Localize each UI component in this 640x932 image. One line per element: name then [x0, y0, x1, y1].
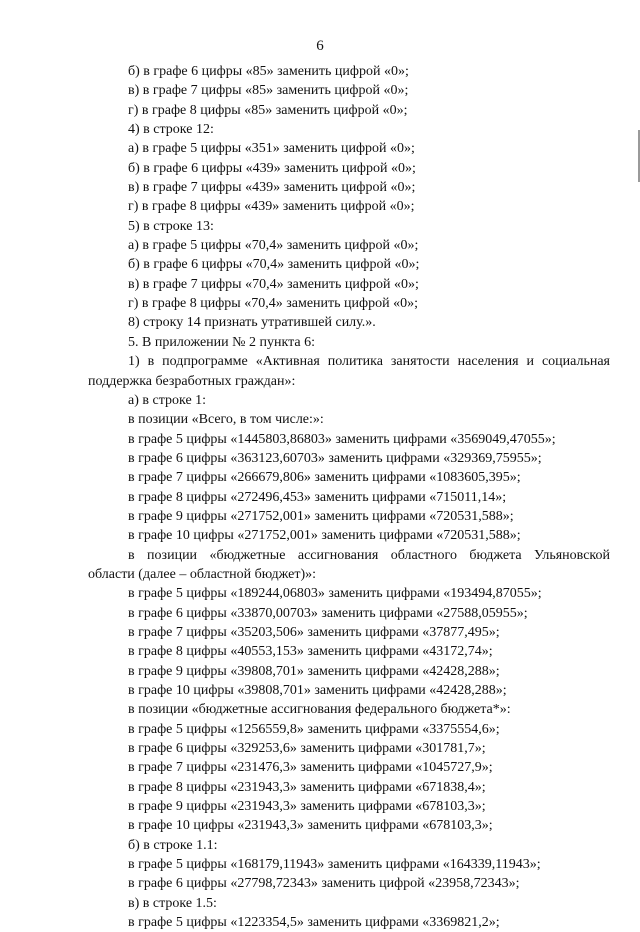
text-line: в графе 5 цифры «1223354,5» заменить цифрами «3369821,2»;	[128, 915, 500, 931]
text-line: б) в графе 6 цифры «439» заменить цифрой «0»;	[128, 160, 416, 176]
text-line: г) в графе 8 цифры «439» заменить цифрой «0»;	[128, 199, 415, 215]
text-line: в графе 10 цифры «271752,001» заменить цифрами «720531,588»;	[128, 528, 521, 544]
text-line: в графе 8 цифры «40553,153» заменить цифрами «43172,74»;	[128, 644, 493, 660]
text-line: в графе 7 цифры «231476,3» заменить цифрами «1045727,9»;	[128, 760, 493, 776]
text-line: в графе 5 цифры «168179,11943» заменить цифрами «164339,11943»;	[128, 857, 541, 873]
text-line: в графе 10 цифры «39808,701» заменить цифрами «42428,288»;	[128, 683, 507, 698]
text-line: в графе 9 цифры «39808,701» заменить цифрами «42428,288»;	[128, 663, 500, 679]
text-line: 5) в строке 13:	[128, 218, 214, 234]
text-line: в графе 6 цифры «33870,00703» заменить цифрами «27588,05955»;	[128, 605, 528, 621]
text-line: в) в графе 7 цифры «439» заменить цифрой «0»;	[128, 180, 416, 196]
text-line: в графе 8 цифры «272496,453» заменить цифрами «715011,14»;	[128, 489, 507, 505]
text-line: 4) в строке 12:	[128, 122, 214, 138]
text-line: а) в строке 1:	[128, 392, 207, 408]
text-line: в графе 6 цифры «27798,72343» заменить цифрой «23958,72343»;	[128, 876, 520, 892]
text-line: б) в графе 6 цифры «85» заменить цифрой «0»;	[128, 64, 409, 79]
text-line: 5. В приложении № 2 пункта 6:	[128, 334, 315, 350]
text-line: в графе 7 цифры «266679,806» заменить цифрами «1083605,395»;	[128, 470, 521, 486]
text-line: в графе 6 цифры «363123,60703» заменить цифрами «329369,75955»;	[128, 450, 542, 466]
text-line: в графе 6 цифры «329253,6» заменить цифрами «301781,7»;	[128, 741, 486, 757]
text-line: в графе 5 цифры «1256559,8» заменить цифрами «3375554,6»;	[128, 721, 500, 737]
text-line: 1) в подпрограмме «Активная политика занятости населения и социальная	[128, 354, 610, 370]
text-line: в графе 7 цифры «35203,506» заменить цифрами «37877,495»;	[128, 624, 500, 640]
text-line: в) в графе 7 цифры «85» заменить цифрой «0»;	[128, 83, 409, 99]
text-line: г) в графе 8 цифры «70,4» заменить цифрой «0»;	[128, 296, 418, 312]
text-line: поддержка безработных граждан»:	[88, 373, 296, 389]
text-line: в графе 9 цифры «231943,3» заменить цифрами «678103,3»;	[128, 799, 486, 815]
text-line: в позиции «бюджетные ассигнования областного бюджета Ульяновской	[128, 547, 610, 563]
text-line: в графе 5 цифры «189244,06803» заменить цифрами «193494,87055»;	[128, 586, 542, 602]
text-line: в графе 9 цифры «271752,001» заменить цифрами «720531,588»;	[128, 508, 514, 524]
text-line: 8) строку 14 признать утратившей силу.».	[128, 315, 376, 331]
text-line: б) в графе 6 цифры «70,4» заменить цифрой «0»;	[128, 257, 420, 273]
text-line: г) в графе 8 цифры «85» заменить цифрой «0»;	[128, 102, 408, 118]
text-line: в) в графе 7 цифры «70,4» заменить цифрой «0»;	[128, 276, 419, 292]
text-line: а) в графе 5 цифры «351» заменить цифрой «0»;	[128, 141, 415, 157]
text-line: в позиции «Всего, в том числе:»:	[128, 412, 324, 428]
text-line: в) в строке 1.5:	[128, 895, 217, 911]
text-line: б) в строке 1.1:	[128, 837, 218, 853]
page-number: 6	[316, 38, 324, 54]
text-line: в графе 5 цифры «1445803,86803» заменить цифрами «3569049,47055»;	[128, 431, 556, 447]
text-line: в позиции «бюджетные ассигнования федерального бюджета*»:	[128, 702, 511, 718]
text-line: а) в графе 5 цифры «70,4» заменить цифрой «0»;	[128, 238, 419, 254]
text-line: в графе 10 цифры «231943,3» заменить цифрами «678103,3»;	[128, 818, 493, 834]
text-line: в графе 8 цифры «231943,3» заменить цифрами «671838,4»;	[128, 779, 486, 795]
document-body	[88, 62, 610, 932]
text-line: области (далее – областной бюджет)»:	[88, 566, 316, 582]
